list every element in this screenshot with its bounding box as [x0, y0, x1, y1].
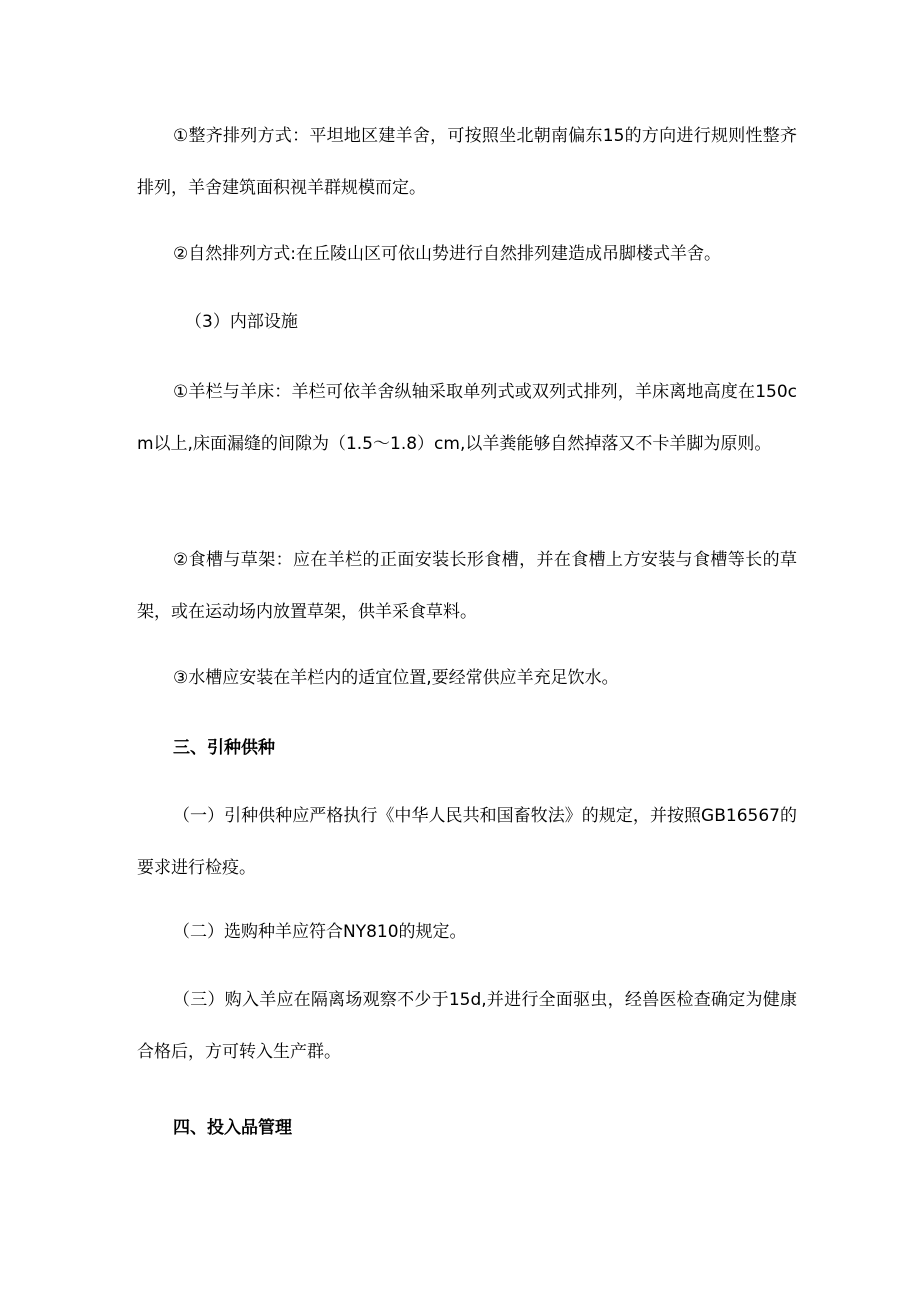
- paragraph-troughs-and-racks: ②食槽与草架：应在羊栏的正面安装长形食槽，并在食槽上方安装与食槽等长的草架，或在运动场内放置草架，供羊采食草料。: [137, 550, 797, 622]
- section-heading-input-management: 四、投入品管理: [173, 1118, 292, 1138]
- section-heading-breeding-supply: 三、引种供种: [173, 738, 275, 758]
- paragraph-natural-arrangement: ②自然排列方式:在丘陵山区可依山势进行自然排列建造成吊脚楼式羊舍。: [173, 244, 721, 264]
- paragraph-water-trough: ③水槽应安装在羊栏内的适宜位置,要经常供应羊充足饮水。: [173, 668, 619, 688]
- subheading-internal-facilities: （3）内部设施: [185, 312, 298, 332]
- paragraph-orderly-arrangement: ①整齐排列方式：平坦地区建羊舍，可按照坐北朝南偏东15的方向进行规则性整齐排列，羊舍建筑面积视羊群规模而定。: [137, 126, 797, 198]
- paragraph-breeding-standard: （二）选购种羊应符合NY810的规定。: [173, 922, 467, 942]
- paragraph-quarantine-law: （一）引种供种应严格执行《中华人民共和国畜牧法》的规定，并按照GB16567的要求进行检疫。: [137, 806, 797, 878]
- paragraph-pens-and-beds: ①羊栏与羊床：羊栏可依羊舍纵轴采取单列式或双列式排列，羊床离地高度在150cm以上,床面漏缝的间隙为（1.5～1.8）cm,以羊粪能够自然掉落又不卡羊脚为原则。: [137, 382, 797, 454]
- paragraph-isolation-observation: （三）购入羊应在隔离场观察不少于15d,并进行全面驱虫，经兽医检查确定为健康合格后，方可转入生产群。: [137, 990, 797, 1062]
